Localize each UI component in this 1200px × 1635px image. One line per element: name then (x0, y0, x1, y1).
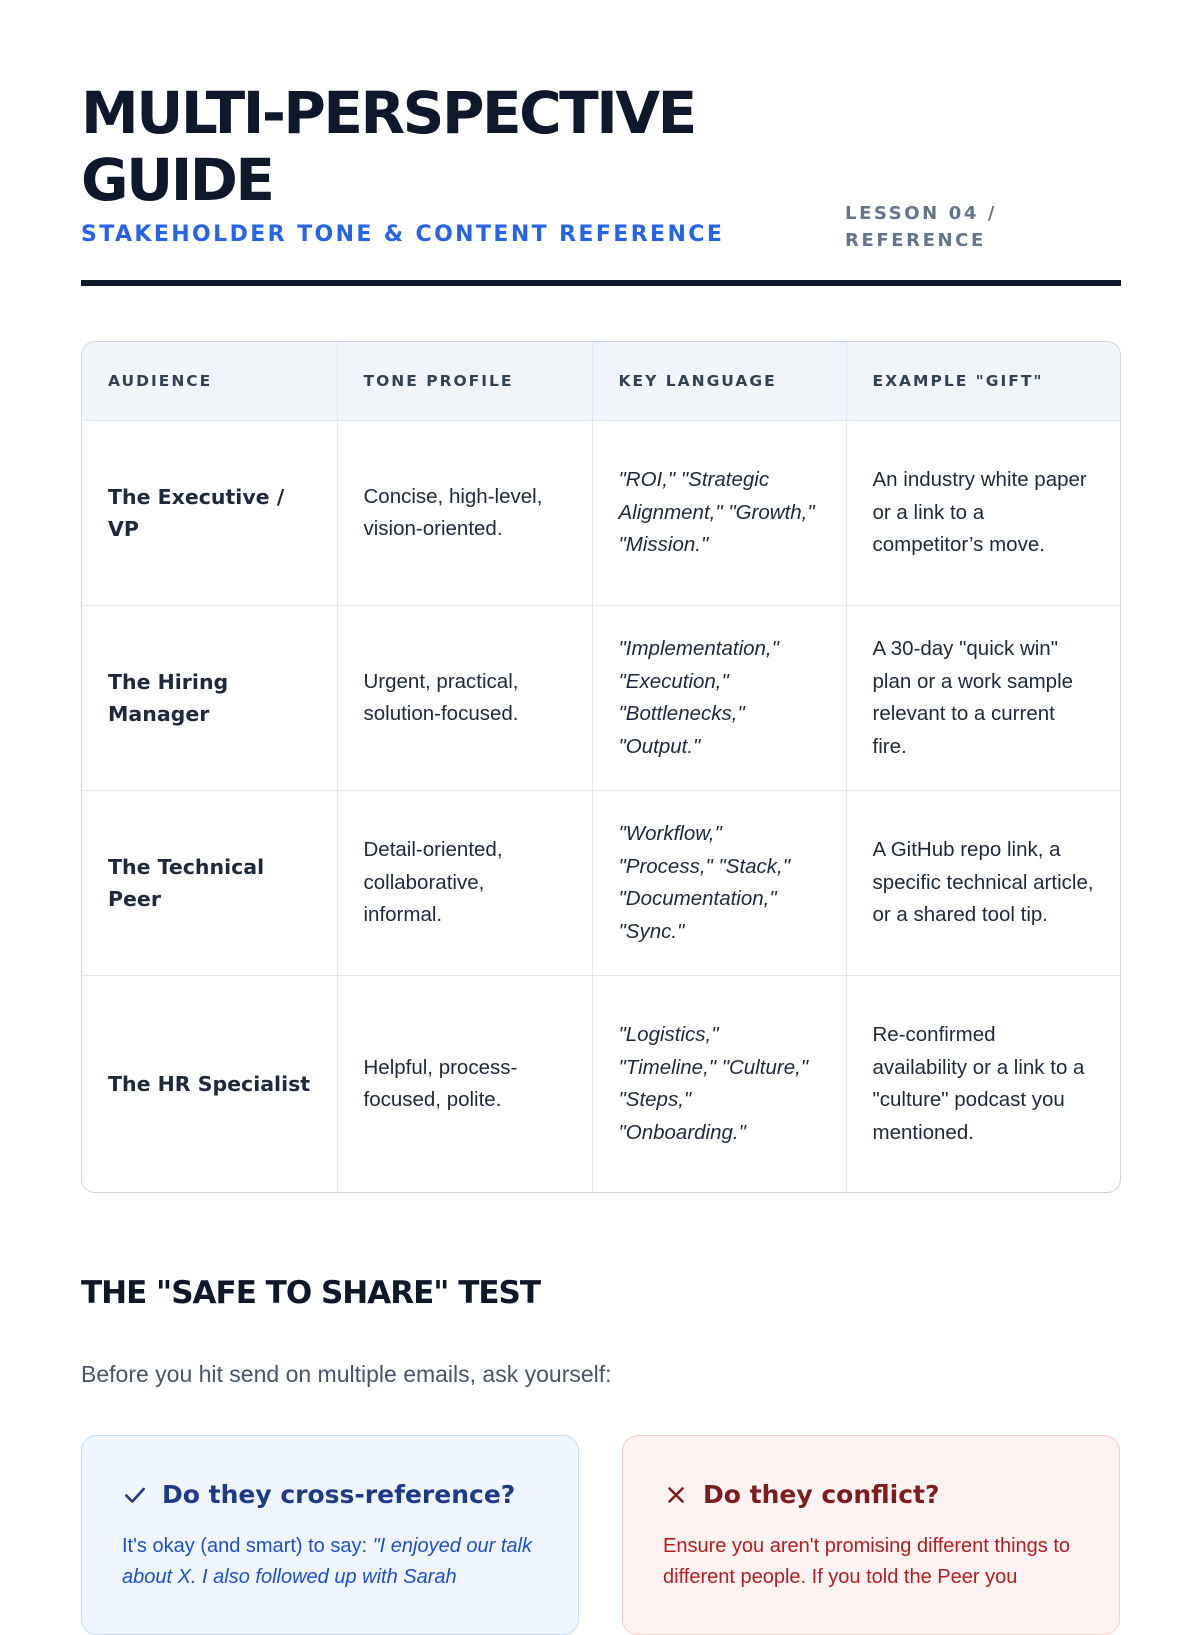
key-language-cell: "Implementation," "Execution," "Bottlenecks," "Output." (592, 606, 846, 791)
gift-cell: A GitHub repo link, a specific technical article, or a shared tool tip. (846, 791, 1120, 976)
audience-cell: The Hiring Manager (82, 606, 337, 791)
table-row (82, 976, 1120, 1193)
page-title: MULTI-PERSPECTIVE GUIDE (81, 79, 695, 214)
cross-reference-card (81, 1435, 579, 1635)
card-header (122, 1480, 515, 1509)
key-language-cell: "ROI," "Strategic Alignment," "Growth," "Mission." (592, 421, 846, 606)
cross-icon (663, 1482, 689, 1508)
column-header-audience: AUDIENCE (82, 342, 337, 421)
card-body-text: It's okay (and smart) to say: (122, 1535, 373, 1557)
card-title: Do they conflict? (703, 1480, 940, 1509)
tone-cell: Helpful, process-focused, polite. (337, 976, 592, 1193)
card-body (122, 1531, 542, 1593)
reference-page (81, 0, 1121, 1588)
stakeholder-table (82, 342, 1120, 1193)
card-header (663, 1480, 940, 1509)
table-row (82, 791, 1120, 976)
table-row (82, 606, 1120, 791)
page-header (81, 0, 1121, 288)
card-body-quote: "I enjoyed our talk about X. I also followed up with Sarah (122, 1535, 532, 1588)
gift-cell: A 30-day "quick win" plan or a work sample relevant to a current fire. (846, 606, 1120, 791)
table-header-row (82, 342, 1120, 421)
table-row (82, 421, 1120, 606)
check-icon (122, 1482, 148, 1508)
stakeholder-table-card (81, 341, 1121, 1193)
audience-cell: The Technical Peer (82, 791, 337, 976)
column-header-example-gift: EXAMPLE "GIFT" (846, 342, 1120, 421)
column-header-key-language: KEY LANGUAGE (592, 342, 846, 421)
tone-cell: Urgent, practical, solution-focused. (337, 606, 592, 791)
card-title: Do they cross-reference? (162, 1480, 516, 1509)
audience-cell: The HR Specialist (82, 976, 337, 1193)
column-header-tone-profile: TONE PROFILE (337, 342, 592, 421)
header-divider (81, 280, 1121, 286)
card-body-text: Ensure you aren't promising different things to different people. If you told the Peer you (663, 1535, 1071, 1588)
audience-cell: The Executive / VP (82, 421, 337, 606)
gift-cell: An industry white paper or a link to a competitor’s move. (846, 421, 1120, 606)
conflict-card (622, 1435, 1120, 1635)
section-title: THE "SAFE TO SHARE" TEST (81, 1275, 541, 1311)
key-language-cell: "Logistics," "Timeline," "Culture," "Steps," "Onboarding." (592, 976, 846, 1193)
tone-cell: Concise, high-level, vision-oriented. (337, 421, 592, 606)
page-subtitle: STAKEHOLDER TONE & CONTENT REFERENCE (81, 222, 725, 247)
section-intro: Before you hit send on multiple emails, ask yourself: (81, 1361, 612, 1387)
card-body (663, 1531, 1083, 1593)
tone-cell: Detail-oriented, collaborative, informal. (337, 791, 592, 976)
gift-cell: Re-confirmed availability or a link to a "culture" podcast you mentioned. (846, 976, 1120, 1193)
key-language-cell: "Workflow," "Process," "Stack," "Documentation," "Sync." (592, 791, 846, 976)
lesson-label: LESSON 04 / REFERENCE (845, 203, 998, 251)
